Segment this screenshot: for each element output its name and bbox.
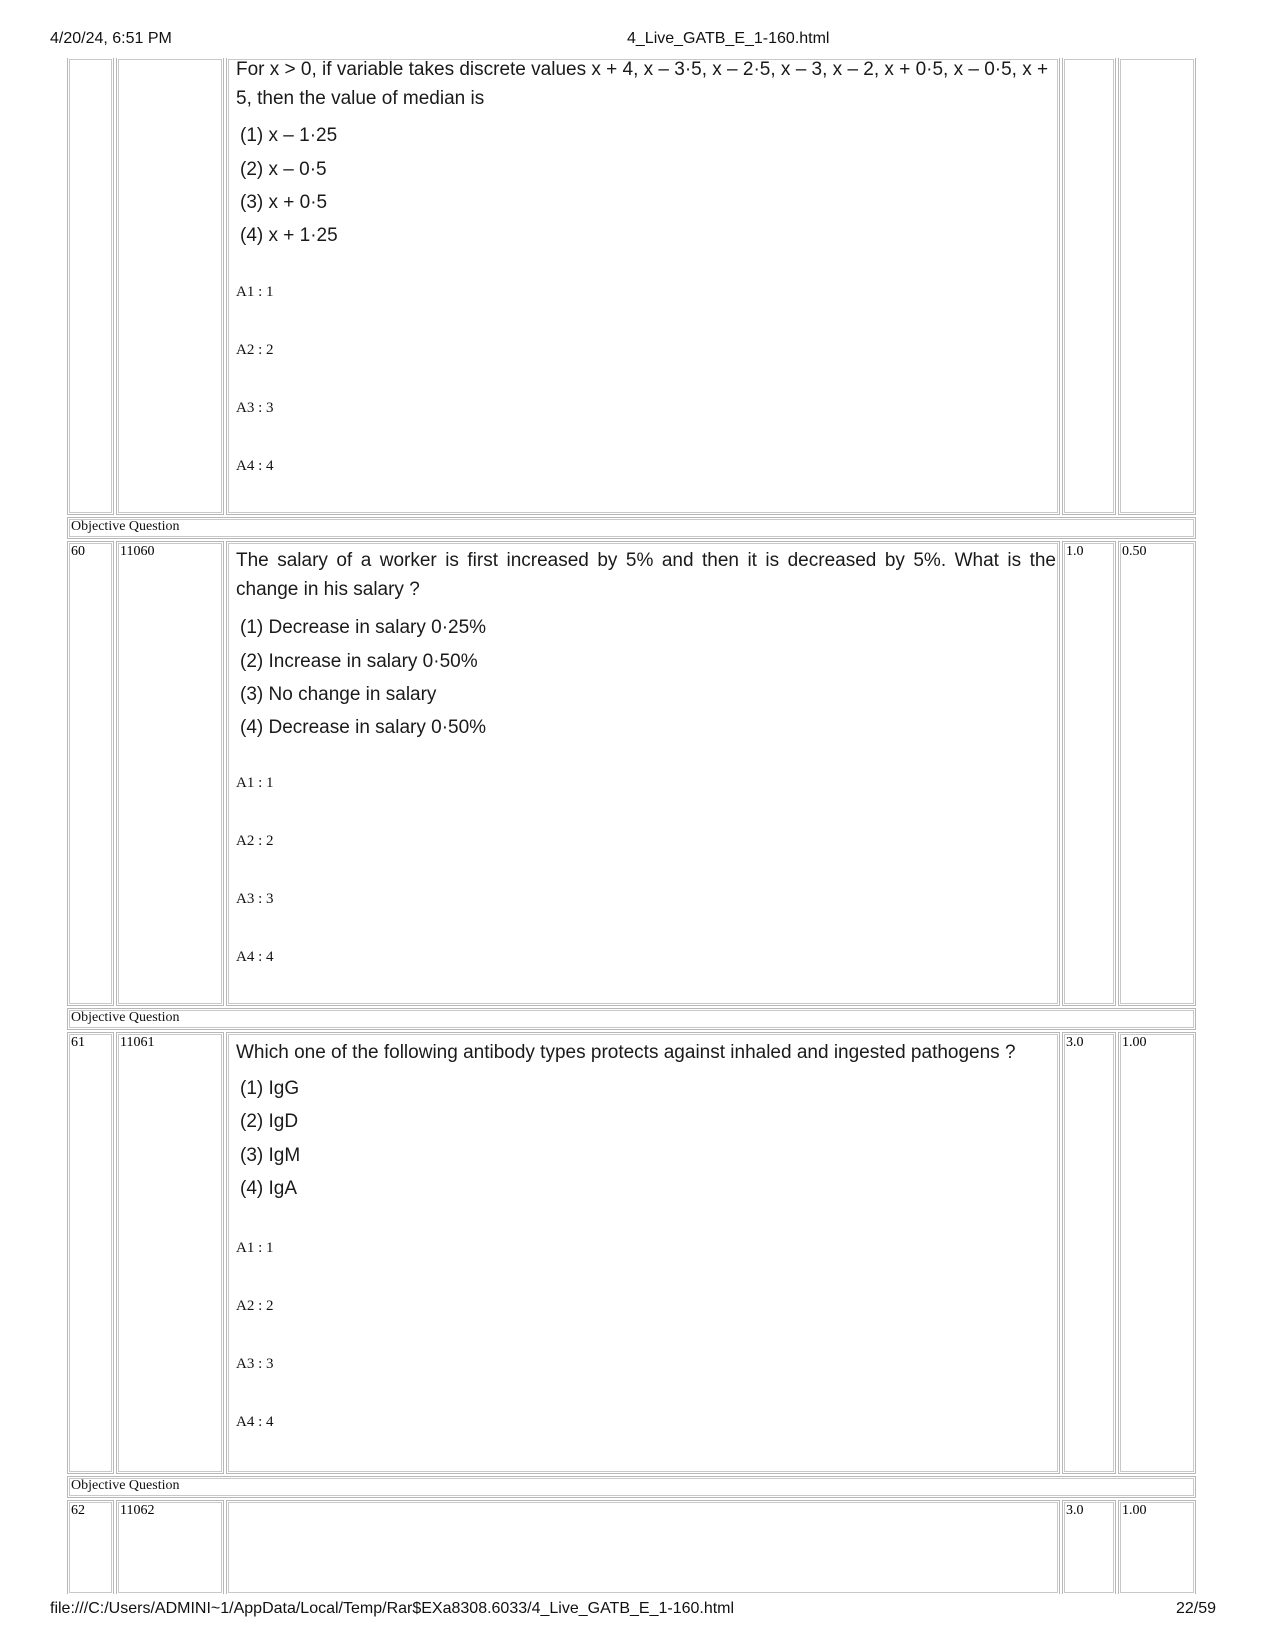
answer-2: A2 : 2 xyxy=(236,1298,274,1314)
question-cell xyxy=(226,1500,1060,1594)
marks-cell xyxy=(1062,58,1116,515)
negative-cell xyxy=(1118,58,1196,515)
answer-1: A1 : 1 xyxy=(236,284,274,300)
option-1: (1) x – 1·25 xyxy=(240,125,338,146)
sno-cell xyxy=(67,58,114,515)
print-datetime: 4/20/24, 6:51 PM xyxy=(50,30,172,47)
qid-cell: 11062 xyxy=(116,1500,224,1594)
marks-cell: 1.0 xyxy=(1062,541,1116,1006)
option-1: (1) IgG xyxy=(240,1078,300,1099)
answer-3: A3 : 3 xyxy=(236,1356,274,1372)
option-1: (1) Decrease in salary 0·25% xyxy=(240,617,487,638)
question-cell xyxy=(226,58,1060,515)
qid-cell: 11061 xyxy=(116,1032,224,1474)
print-file-path: file:///C:/Users/ADMINI~1/AppData/Local/Temp/Rar$EXa8308.6033/4_Live_GATB_E_1-160.html xyxy=(50,1600,735,1617)
option-3: (3) No change in salary xyxy=(240,684,437,705)
section-bar xyxy=(67,1008,1196,1030)
answer-3: A3 : 3 xyxy=(236,400,274,416)
option-2: (2) x – 0·5 xyxy=(240,159,327,180)
question-text: The salary of a worker is first increased by 5% and then it is decreased by 5%. What is the change in his salary ? xyxy=(236,550,1056,600)
option-2: (2) IgD xyxy=(240,1111,299,1132)
answer-1: A1 : 1 xyxy=(236,775,274,791)
sno-cell: 61 xyxy=(67,1032,114,1474)
option-3: (3) IgM xyxy=(240,1145,301,1166)
answer-1: A1 : 1 xyxy=(236,1240,274,1256)
negative-cell: 0.50 xyxy=(1118,541,1196,1006)
sno-cell: 62 xyxy=(67,1500,114,1594)
option-2: (2) Increase in salary 0·50% xyxy=(240,651,478,672)
marks-cell: 3.0 xyxy=(1062,1500,1116,1594)
option-4: (4) Decrease in salary 0·50% xyxy=(240,717,487,738)
qid-cell: 11060 xyxy=(116,541,224,1006)
section-bar xyxy=(67,517,1196,539)
answer-3: A3 : 3 xyxy=(236,891,274,907)
section-label: Objective Question xyxy=(71,1478,180,1493)
option-4: (4) x + 1·25 xyxy=(240,225,338,246)
marks-cell: 3.0 xyxy=(1062,1032,1116,1474)
question-text: For x > 0, if variable takes discrete values x + 4, x – 3·5, x – 2·5, x – 3, x – 2, x + 0·5, x – 0·5, x + 5, then the value of median is xyxy=(236,59,1049,109)
answer-4: A4 : 4 xyxy=(236,458,274,474)
question-cell xyxy=(226,1032,1060,1474)
question-text: Which one of the following antibody types protects against inhaled and ingested pathogens ? xyxy=(236,1042,1016,1063)
qid-cell xyxy=(116,58,224,515)
section-label: Objective Question xyxy=(71,519,180,534)
answer-2: A2 : 2 xyxy=(236,342,274,358)
answer-4: A4 : 4 xyxy=(236,1414,274,1430)
section-bar xyxy=(67,1476,1196,1498)
page-number: 22/59 xyxy=(1176,1600,1217,1617)
negative-cell: 1.00 xyxy=(1118,1032,1196,1474)
option-4: (4) IgA xyxy=(240,1178,298,1199)
sno-cell: 60 xyxy=(67,541,114,1006)
negative-cell: 1.00 xyxy=(1118,1500,1196,1594)
print-title: 4_Live_GATB_E_1-160.html xyxy=(627,30,830,47)
section-label: Objective Question xyxy=(71,1010,180,1025)
option-3: (3) x + 0·5 xyxy=(240,192,328,213)
answer-4: A4 : 4 xyxy=(236,949,274,965)
answer-2: A2 : 2 xyxy=(236,833,274,849)
question-cell xyxy=(226,541,1060,1006)
